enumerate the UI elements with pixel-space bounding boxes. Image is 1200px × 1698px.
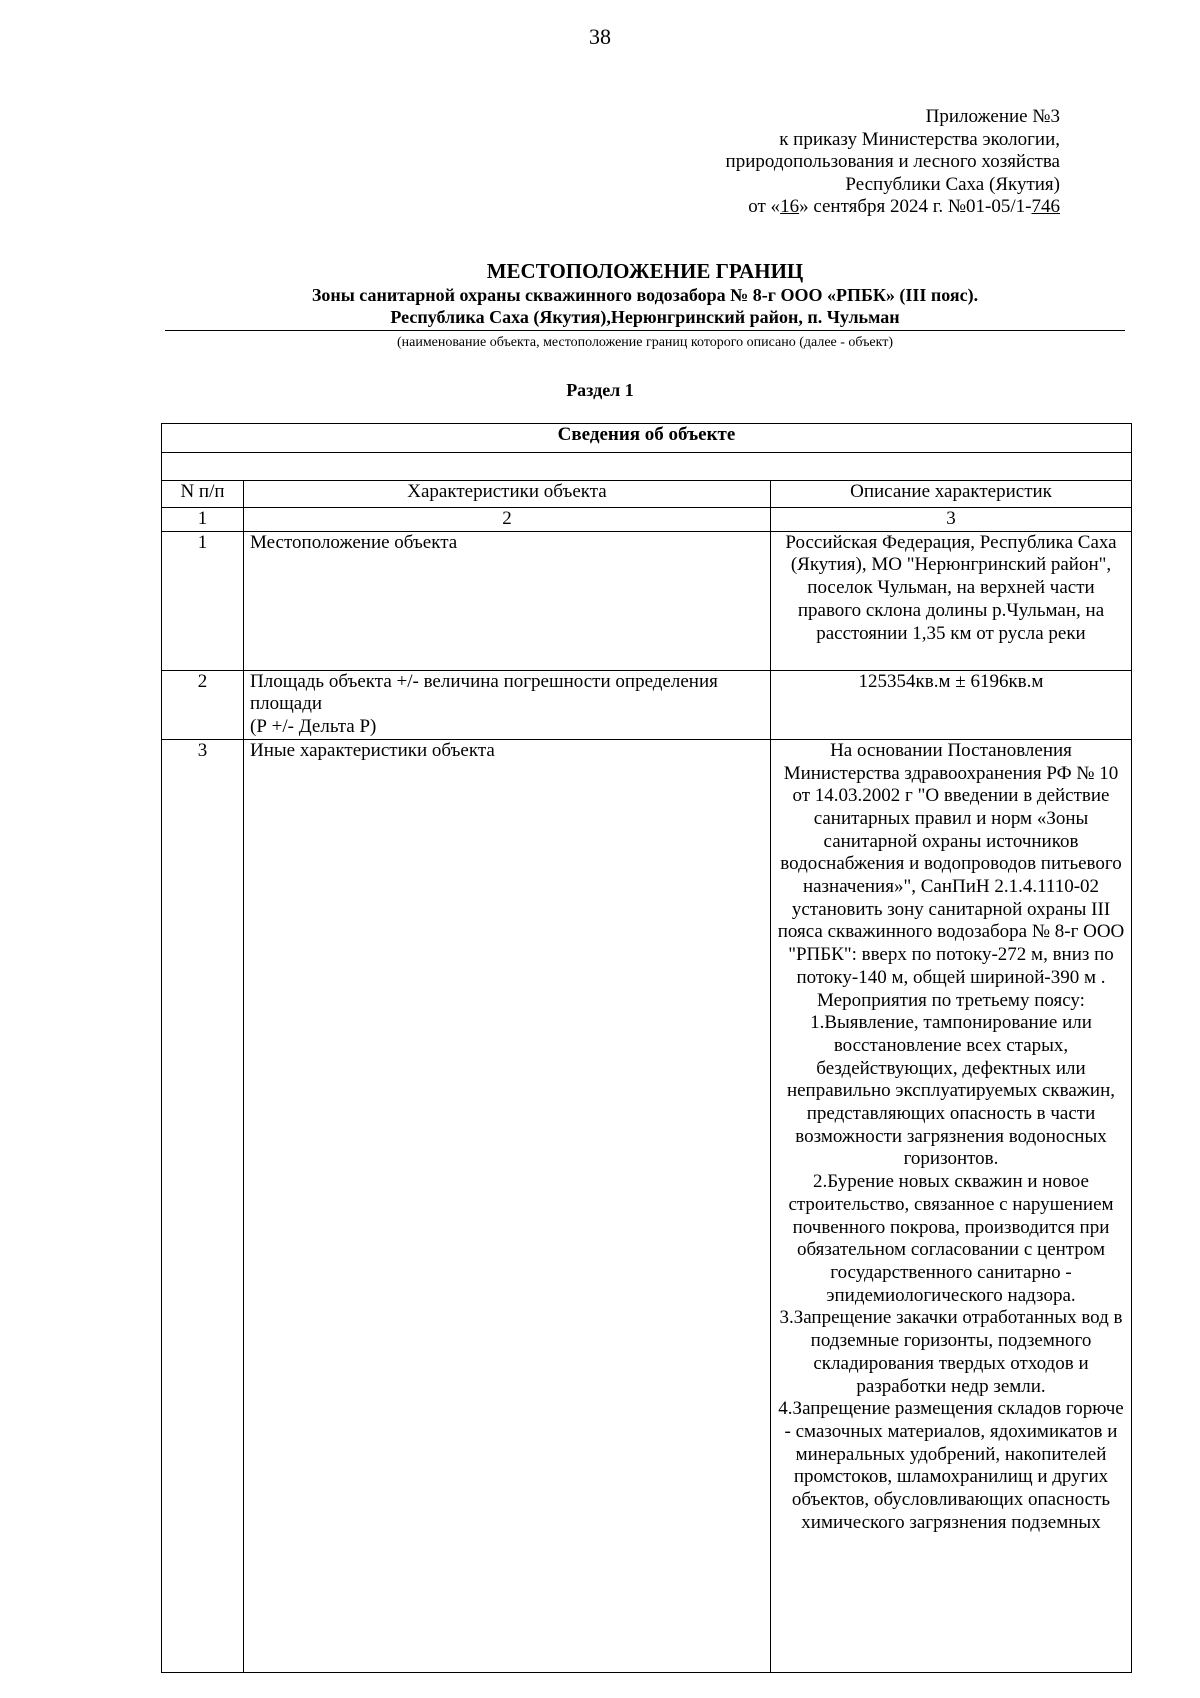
appendix-line: природопользования и лесного хозяйства [725, 151, 1060, 172]
table-row [162, 531, 1132, 670]
object-name-line: Зоны санитарной охраны скважинного водозабора № 8-г ООО «РПБК» (III пояс). [311, 285, 979, 305]
characteristic-formula: (Р +/- Дельта Р) [250, 716, 377, 738]
appendix-block [360, 106, 1060, 219]
row-number: 2 [162, 670, 244, 739]
date-prefix: от « [748, 196, 781, 217]
description-paragraph: Мероприятия по третьему поясу: [817, 989, 1085, 1011]
empty-cell [162, 453, 1132, 481]
appendix-line: к приказу Министерства экологии, [779, 128, 1060, 150]
description-paragraph: 3.Запрещение закачки отработанных вод в подземные горизонты, подземного складирования твердых отходов и разработки недр земли. [779, 1307, 1123, 1397]
object-location-line: Республика Саха (Якутия),Нерюнгринский район, п. Чульман [390, 307, 900, 327]
order-number: 746 [1031, 196, 1060, 217]
date-day: 16 [780, 196, 800, 217]
field-caption: (наименование объекта, местоположение границ которого описано (далее - объект) [396, 335, 894, 350]
characteristic-cell [244, 670, 771, 739]
description-clip [777, 740, 1125, 1672]
column-number-cell: 1 [162, 508, 244, 532]
description-cell: 125354кв.м ± 6196кв.м [771, 670, 1132, 739]
table-row [162, 739, 1132, 1672]
section-heading: Раздел 1 [566, 380, 634, 400]
description-paragraph: На основании Постановления Министерства здравоохранения РФ № 10 от 14.03.2002 г "О введении в действие санитарных правил и норм «Зоны санитарной охраны источников водоснабжения и водопроводов питьевого назначения»", СанПиН 2.1.4.1110-02 установить зону санитарной охраны III пояса скважинного водозабора № 8-г ООО "РПБК": вверх по потоку-272 м, вниз по потоку-140 м, общей шириной-390 м . [777, 739, 1125, 988]
header-cell-characteristic: Характеристики объекта [244, 481, 771, 508]
document-title: МЕСТОПОЛОЖЕНИЕ ГРАНИЦ [486, 259, 804, 283]
column-number-cell: 2 [244, 508, 771, 532]
underline-rule [165, 330, 1125, 331]
table-spacer-row [162, 453, 1132, 481]
row-number: 1 [162, 531, 244, 670]
description-cell [771, 739, 1132, 1672]
column-number-cell: 3 [771, 508, 1132, 532]
description-paragraph: 1.Выявление, тампонирование или восстановление всех старых, бездействующих, дефектных или неправильно эксплуатируемых скважин, представляющих опасность в части возможности загрязнения водоносных горизонтов. [786, 1012, 1116, 1170]
table-title-row [162, 424, 1132, 453]
table-row [162, 670, 1132, 739]
description-cell: Российская Федерация, Республика Саха (Якутия), МО "Нерюнгринский район", поселок Чульман, на верхней части правого склона долины р.Чульман, на расстоянии 1,35 км от русла реки [771, 531, 1132, 670]
characteristic-cell: Иные характеристики объекта [244, 739, 771, 1672]
characteristic-cell: Местоположение объекта [244, 531, 771, 670]
header-cell-number: N п/п [162, 481, 244, 508]
header-cell-description: Описание характеристик [771, 481, 1132, 508]
characteristic-text: Площадь объекта +/- величина погрешности определения площади [250, 670, 718, 715]
column-number-row [162, 508, 1132, 532]
description-paragraph: 2.Бурение новых скважин и новое строительство, связанное с нарушением почвенного покрова, производится при обязательном согласовании с центром государственного санитарно - эпидемиологического надзора. [788, 1171, 1114, 1306]
table-header-row [162, 481, 1132, 508]
date-middle: » сентября 2024 г. №01-05/1- [799, 196, 1032, 217]
page-number: 38 [589, 24, 611, 49]
description-paragraph: 4.Запрещение размещения складов горюче - смазочных материалов, ядохимикатов и минеральных удобрений, накопителей промстоков, шламохранилищ и других объектов, обусловливающих опасность химического загрязнения подземных [778, 1398, 1124, 1533]
appendix-line: Республики Саха (Якутия) [845, 173, 1060, 195]
table-title: Сведения об объекте [162, 424, 1132, 453]
object-info-table [161, 423, 1132, 1673]
appendix-line: Приложение №3 [925, 106, 1060, 127]
title-block [165, 258, 1125, 351]
order-date-line [360, 196, 1060, 219]
row-number: 3 [162, 739, 244, 1672]
